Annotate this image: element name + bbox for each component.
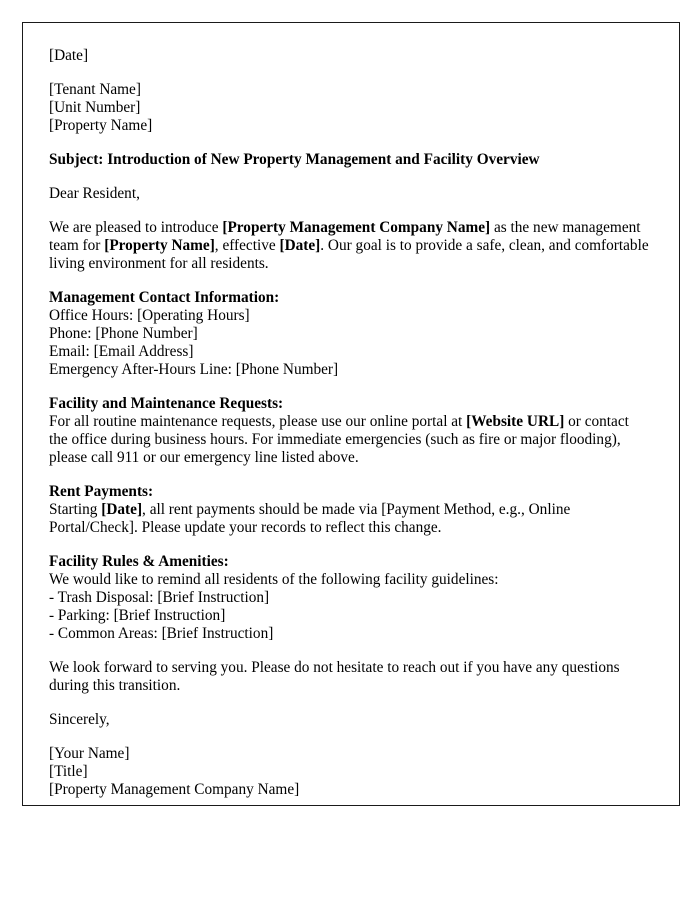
letter-text: as the new management team for — [49, 219, 641, 254]
letter-line — [49, 185, 651, 203]
letter-text: , effective — [214, 237, 280, 254]
letter-text: [Tenant Name] — [49, 81, 141, 98]
letter-line — [49, 553, 651, 571]
letter-line — [49, 607, 651, 625]
letter-line — [49, 711, 651, 729]
letter-text: or contact the office during business hours. For immediate emergencies (such as fire or major flooding), please call 911 or our emergency line listed above. — [49, 413, 629, 466]
letter-block — [49, 47, 651, 65]
letter-line — [49, 625, 651, 643]
placeholder-bold-text: [Date] — [101, 501, 143, 518]
letter-line — [49, 589, 651, 607]
letter-line — [49, 361, 651, 379]
letter-text: Emergency After-Hours Line: [Phone Number] — [49, 361, 339, 378]
placeholder-bold-text: Rent Payments: — [49, 483, 154, 500]
letter-line — [49, 99, 651, 117]
letter-text: [Property Management Company Name] — [49, 781, 300, 798]
letter-text: Sincerely, — [49, 711, 110, 728]
letter-text: Starting — [49, 501, 102, 518]
placeholder-bold-text: [Date] — [279, 237, 321, 254]
placeholder-bold-text: [Property Management Company Name] — [222, 219, 491, 236]
letter-line — [49, 289, 651, 307]
letter-text: [Date] — [49, 47, 89, 64]
placeholder-bold-text: Facility Rules & Amenities: — [49, 553, 229, 570]
letter-line — [49, 413, 651, 467]
placeholder-bold-text: [Property Name] — [104, 237, 215, 254]
letter-text: - Common Areas: [Brief Instruction] — [49, 625, 274, 642]
letter-line — [49, 571, 651, 589]
letter-block — [49, 81, 651, 135]
letter-block — [49, 659, 651, 695]
letter-text: , all rent payments should be made via [Payment Method, e.g., Online Portal/Check]. Please update your records to reflect this change. — [49, 501, 571, 536]
letter-line — [49, 395, 651, 413]
letter-page — [22, 22, 680, 806]
letter-line — [49, 307, 651, 325]
letter-block — [49, 395, 651, 467]
letter-text: [Your Name] — [49, 745, 130, 762]
letter-line — [49, 47, 651, 65]
letter-block — [49, 483, 651, 537]
letter-block — [49, 219, 651, 273]
letter-text: We are pleased to introduce — [49, 219, 223, 236]
letter-line — [49, 117, 651, 135]
letter-line — [49, 81, 651, 99]
letter-line — [49, 781, 651, 799]
letter-text: Email: [Email Address] — [49, 343, 194, 360]
letter-line — [49, 343, 651, 361]
letter-block — [49, 185, 651, 203]
letter-line — [49, 745, 651, 763]
letter-line — [49, 483, 651, 501]
letter-text: [Property Name] — [49, 117, 153, 134]
letter-text: - Trash Disposal: [Brief Instruction] — [49, 589, 270, 606]
letter-text: We look forward to serving you. Please do not hesitate to reach out if you have any questions during this transition. — [49, 659, 620, 694]
letter-text: Phone: [Phone Number] — [49, 325, 198, 342]
letter-text: We would like to remind all residents of the following facility guidelines: — [49, 571, 499, 588]
letter-line — [49, 501, 651, 537]
letter-text: Dear Resident, — [49, 185, 140, 202]
letter-line — [49, 763, 651, 781]
letter-block — [49, 151, 651, 169]
letter-line — [49, 659, 651, 695]
letter-block — [49, 745, 651, 799]
letter-line — [49, 219, 651, 273]
letter-text: - Parking: [Brief Instruction] — [49, 607, 226, 624]
letter-block — [49, 711, 651, 729]
placeholder-bold-text: Subject: Introduction of New Property Management and Facility Overview — [49, 151, 540, 168]
letter-text: . Our goal is to provide a safe, clean, and comfortable living environment for all residents. — [49, 237, 649, 272]
letter-text: [Unit Number] — [49, 99, 141, 116]
letter-text: [Title] — [49, 763, 88, 780]
letter-text: Office Hours: [Operating Hours] — [49, 307, 250, 324]
letter-block — [49, 553, 651, 643]
placeholder-bold-text: Management Contact Information: — [49, 289, 280, 306]
letter-text: For all routine maintenance requests, please use our online portal at — [49, 413, 467, 430]
letter-body — [49, 47, 651, 799]
placeholder-bold-text: Facility and Maintenance Requests: — [49, 395, 284, 412]
letter-block — [49, 289, 651, 379]
letter-line — [49, 325, 651, 343]
letter-line — [49, 151, 651, 169]
placeholder-bold-text: [Website URL] — [466, 413, 565, 430]
